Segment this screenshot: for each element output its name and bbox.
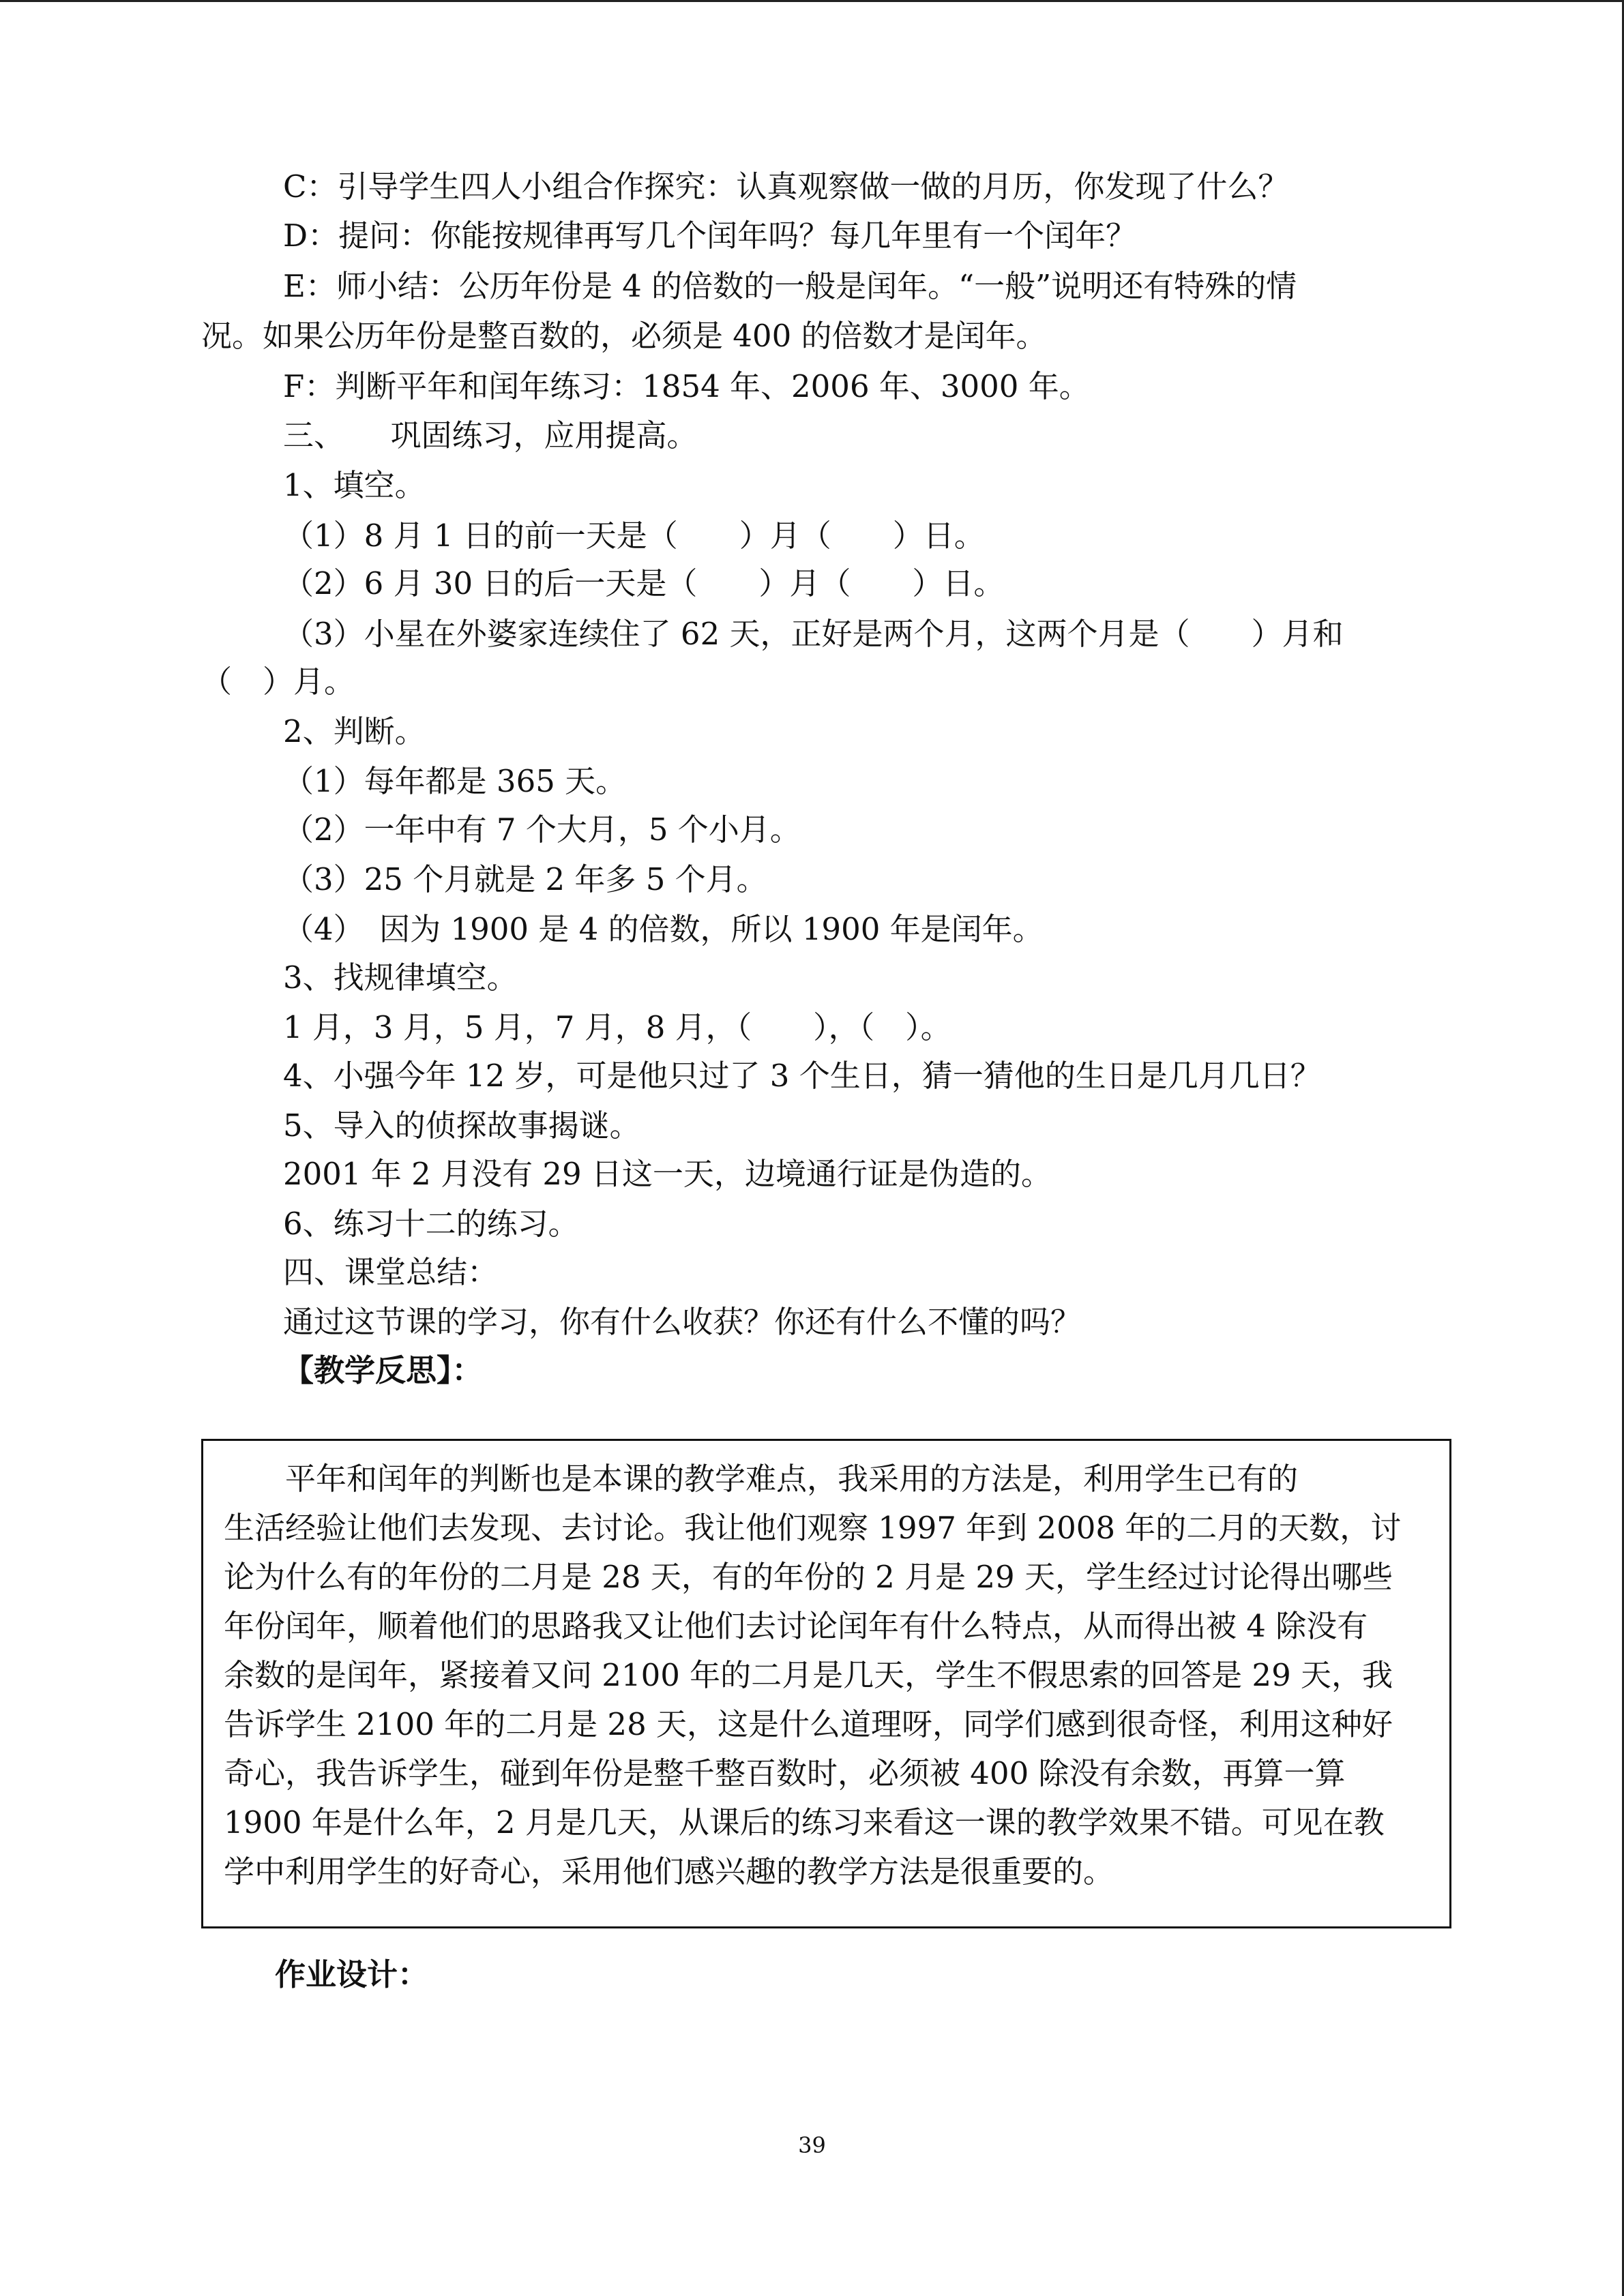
page-number: 39: [798, 2132, 826, 2158]
text-line: F：判断平年和闰年练习：1854 年、2006 年、3000 年。: [283, 368, 1090, 404]
reflection-line: 生活经验让他们去发现、去讨论。我让他们观察 1997 年到 2008 年的二月的天数，讨: [224, 1510, 1402, 1546]
text-line: （3）25 个月就是 2 年多 5 个月。: [283, 861, 767, 897]
text-line: C：引导学生四人小组合作探究：认真观察做一做的月历，你发现了什么？: [283, 168, 1289, 205]
reflection-line: 论为什么有的年份的二月是 28 天，有的年份的 2 月是 29 天，学生经过讨论得出哪些: [224, 1559, 1393, 1595]
text-line: 1 月，3 月，5 月，7 月，8 月，（ ），（ ）。: [283, 1009, 951, 1045]
section-heading: 四、课堂总结：: [283, 1254, 499, 1290]
reflection-line: 1900 年是什么年，2 月是几天，从课后的练习来看这一课的教学效果不错。可见在教: [224, 1804, 1385, 1840]
homework-heading: 作业设计：: [275, 1956, 429, 1993]
text-line: 2、判断。: [283, 713, 426, 749]
reflection-line: 学中利用学生的好奇心，采用他们感兴趣的教学方法是很重要的。: [224, 1853, 1114, 1890]
text-line: E：师小结：公历年份是 4 的倍数的一般是闰年。“一般”说明还有特殊的情: [283, 268, 1297, 304]
text-line: 通过这节课的学习，你有什么收获？你还有什么不懂的吗？: [283, 1304, 1082, 1340]
reflection-line: 奇心，我告诉学生，碰到年份是整千整百数时，必须被 400 除没有余数，再算一算: [224, 1755, 1346, 1791]
reflection-box: [201, 1439, 1451, 1928]
page-border-top: [0, 0, 1624, 2]
text-line: （4） 因为 1900 是 4 的倍数，所以 1900 年是闰年。: [283, 911, 1044, 947]
text-line: （1）8 月 1 日的前一天是（ ）月（ ）日。: [283, 518, 985, 554]
reflection-heading: 【教学反思】：: [283, 1352, 483, 1388]
text-line: 况。如果公历年份是整百数的，必须是 400 的倍数才是闰年。: [201, 318, 1047, 354]
text-line: 2001 年 2 月没有 29 日这一天，边境通行证是伪造的。: [283, 1156, 1052, 1192]
text-line: （1）每年都是 365 天。: [283, 763, 627, 799]
text-line: 1、填空。: [283, 467, 426, 503]
text-line: 6、练习十二的练习。: [283, 1206, 579, 1242]
text-line: （ ）月。: [201, 664, 355, 700]
text-line: 3、找规律填空。: [283, 959, 518, 996]
reflection-line: 余数的是闰年，紧接着又问 2100 年的二月是几天，学生不假思索的回答是 29 天，我: [224, 1657, 1393, 1693]
section-heading: 三、 巩固练习，应用提高。: [283, 417, 698, 453]
text-line: 4、小强今年 12 岁，可是他只过了 3 个生日，猜一猜他的生日是几月几日？: [283, 1058, 1321, 1094]
reflection-line: 平年和闰年的判断也是本课的教学难点，我采用的方法是，利用学生已有的: [224, 1461, 1299, 1497]
text-line: 5、导入的侦探故事揭谜。: [283, 1107, 640, 1144]
text-line: （3）小星在外婆家连续住了 62 天，正好是两个月，这两个月是（ ）月和: [283, 616, 1344, 652]
text-line: D：提问：你能按规律再写几个闰年吗？每几年里有一个闰年？: [283, 218, 1137, 254]
text-line: （2）一年中有 7 个大月，5 个小月。: [283, 811, 801, 848]
reflection-line: 告诉学生 2100 年的二月是 28 天，这是什么道理呀，同学们感到很奇怪，利用这种好: [224, 1706, 1393, 1742]
text-line: （2）6 月 30 日的后一天是（ ）月（ ）日。: [283, 565, 1005, 601]
reflection-line: 年份闰年，顺着他们的思路我又让他们去讨论闰年有什么特点，从而得出被 4 除没有: [224, 1608, 1368, 1644]
